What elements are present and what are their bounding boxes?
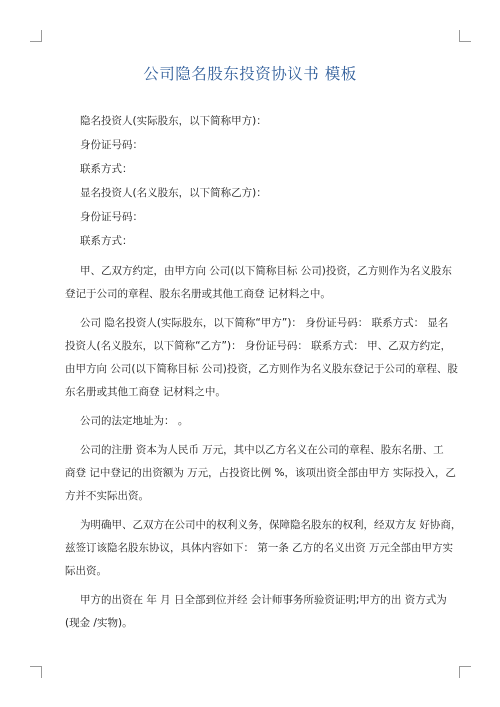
paragraph-line: 方并不实际出资。 [65, 490, 149, 502]
crop-mark-bottom-left [30, 666, 42, 678]
paragraph-agreement [65, 260, 452, 306]
paragraph-line: (现金 /实物)。 [65, 617, 133, 629]
field-id-number: 身份证号码： [80, 139, 143, 151]
crop-mark-bottom-right [459, 666, 471, 678]
paragraph-line: 甲、乙双方约定，由甲方向 公司(以下简称目标 公司)投资，乙方则作为名义股东 [80, 265, 452, 277]
paragraph-line: 公司 隐名投资人(实际股东，以下简称“甲方”)： 身份证号码： 联系方式： 显名 [80, 317, 449, 329]
paragraph-company-parties [65, 312, 458, 404]
paragraph-line: 际出资。 [65, 565, 107, 577]
paragraph-line: 公司的法定地址为： 。 [80, 415, 189, 427]
field-nominal-investor: 显名投资人(名义股东，以下简称乙方)： [80, 187, 267, 199]
document-body [65, 113, 462, 635]
document-title: 公司隐名股东投资协议书 模板 [143, 65, 357, 83]
paragraph-line: 投资人(名义股东，以下简称“乙方”)： 身份证号码： 联系方式： 甲、乙双方约定， [65, 340, 452, 352]
paragraph-registered-capital [65, 439, 456, 508]
paragraph-line: 公司的注册 资本为人民币 万元，其中以乙方名义在公司的章程、股东名册、工 [80, 444, 444, 456]
field-contact-2: 联系方式： [80, 235, 133, 247]
paragraph-capital-contribution [65, 589, 445, 635]
paragraph-line: 甲方的出资在 年 月 日全部到位并经 会计师事务所验资证明;甲方的出 资方式为 [80, 594, 447, 606]
field-contact: 联系方式： [80, 163, 133, 175]
field-id-number-2: 身份证号码： [80, 211, 143, 223]
paragraph-line: 登记于公司的章程、股东名册或其他工商登 记材料之中。 [65, 288, 331, 300]
paragraph-line: 东名册或其他工商登 记材料之中。 [65, 386, 226, 398]
paragraph-line: 兹签订该隐名股东协议，具体内容如下： 第一条 乙方的名义出资 万元全部由甲方实 [65, 542, 454, 554]
paragraph-line: 由甲方向 公司(以下简称目标 公司)投资，乙方则作为名义股东登记于公司的章程、股 [65, 363, 458, 375]
paragraph-legal-address [80, 410, 445, 433]
crop-mark-top-right [459, 30, 471, 42]
crop-mark-top-left [30, 30, 42, 42]
paragraph-line: 商登 记中登记的出资额为 万元，占投资比例 %，该项出资全部由甲方 实际投入，乙 [65, 467, 456, 479]
paragraph-rights-obligations [65, 514, 462, 583]
paragraph-line: 为明确甲、乙双方在公司中的权利义务，保障隐名股东的权利，经双方友 好协商， [80, 519, 462, 531]
field-hidden-investor: 隐名投资人(实际股东，以下简称甲方)： [80, 115, 267, 127]
